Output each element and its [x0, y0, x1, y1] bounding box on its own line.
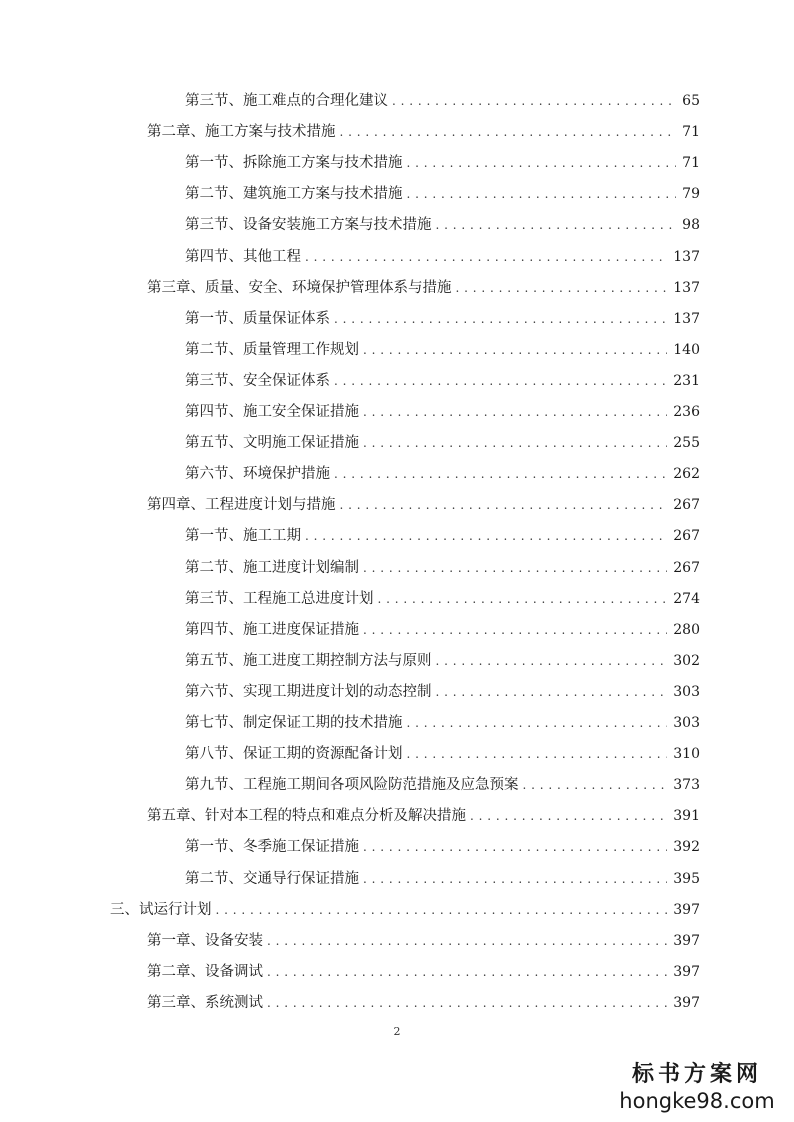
toc-entry[interactable]	[185, 368, 700, 394]
toc-entry-page: 391	[673, 808, 700, 825]
toc-dot-leader	[305, 523, 667, 549]
toc-entry-page: 137	[673, 310, 700, 327]
toc-entry-page: 310	[673, 746, 700, 763]
toc-entry[interactable]	[185, 834, 700, 860]
toc-entry-page: 267	[673, 528, 700, 545]
toc-entry-page: 280	[673, 621, 700, 638]
toc-dot-leader	[378, 586, 668, 612]
toc-entry-label: 第五章、针对本工程的特点和难点分析及解决措施	[147, 808, 466, 825]
site-watermark	[612, 1060, 782, 1114]
toc-entry-page: 397	[673, 963, 700, 980]
watermark-title: 标书方案网	[631, 1061, 762, 1087]
toc-dot-leader	[216, 897, 668, 923]
toc-entry-page: 397	[673, 901, 700, 918]
toc-entry-page: 137	[673, 279, 700, 296]
toc-entry-label: 第九节、工程施工期间各项风险防范措施及应急预案	[185, 777, 519, 794]
toc-entry[interactable]	[147, 119, 700, 145]
toc-dot-leader	[436, 648, 668, 674]
toc-entry[interactable]	[185, 150, 700, 176]
toc-dot-leader	[363, 834, 667, 860]
toc-dot-leader	[334, 368, 667, 394]
toc-entry-label: 第二节、建筑施工方案与技术措施	[185, 186, 403, 203]
toc-entry-label: 第三节、安全保证体系	[185, 372, 330, 389]
toc-entry-page: 267	[673, 497, 700, 514]
toc-dot-leader	[267, 959, 667, 985]
toc-entry-label: 第一节、拆除施工方案与技术措施	[185, 155, 403, 172]
toc-dot-leader	[363, 337, 667, 363]
toc-dot-leader	[340, 492, 668, 518]
toc-dot-leader	[334, 306, 667, 332]
toc-dot-leader	[340, 119, 677, 145]
toc-entry-label: 三、试运行计划	[110, 901, 212, 918]
watermark-url: hongke98.com	[619, 1089, 775, 1113]
toc-entry-label: 第一节、冬季施工保证措施	[185, 839, 359, 856]
toc-entry-label: 第六节、实现工期进度计划的动态控制	[185, 683, 432, 700]
toc-dot-leader	[436, 212, 677, 238]
toc-entry-page: 397	[673, 932, 700, 949]
toc-dot-leader	[363, 399, 667, 425]
toc-entry-page: 262	[673, 466, 700, 483]
toc-entry-page: 303	[673, 715, 700, 731]
toc-entry[interactable]	[185, 337, 700, 363]
toc-dot-leader	[470, 803, 667, 829]
toc-dot-leader	[363, 866, 667, 892]
toc-entry-page: 79	[682, 186, 700, 203]
toc-entry-label: 第三章、质量、安全、环境保护管理体系与措施	[147, 279, 452, 296]
toc-entry-label: 第二章、设备调试	[147, 963, 263, 980]
toc-entry-label: 第一章、设备安装	[147, 932, 263, 949]
toc-entry-label: 第三节、施工难点的合理化建议	[185, 93, 388, 109]
toc-entry[interactable]	[185, 88, 700, 114]
toc-entry-page: 137	[673, 248, 700, 265]
toc-dot-leader	[363, 555, 667, 581]
toc-entry[interactable]	[185, 212, 700, 238]
toc-dot-leader	[267, 928, 667, 954]
toc-entry[interactable]	[185, 617, 700, 643]
toc-entry-label: 第五节、施工进度工期控制方法与原则	[185, 652, 432, 669]
toc-entry[interactable]	[185, 741, 700, 767]
toc-entry-label: 第四章、工程进度计划与措施	[147, 497, 336, 514]
toc-entry[interactable]	[185, 399, 700, 425]
toc-entry[interactable]	[185, 679, 700, 705]
toc-entry-label: 第七节、制定保证工期的技术措施	[185, 715, 403, 731]
toc-dot-leader	[363, 430, 667, 456]
toc-dot-leader	[456, 275, 668, 301]
toc-dot-leader	[363, 617, 667, 643]
toc-dot-leader	[407, 710, 668, 736]
toc-entry[interactable]	[147, 803, 700, 829]
toc-entry[interactable]	[185, 586, 700, 612]
toc-entry-page: 373	[673, 777, 700, 794]
toc-dot-leader	[407, 741, 668, 767]
toc-entry-label: 第二节、质量管理工作规划	[185, 341, 359, 358]
toc-entry-page: 302	[673, 652, 700, 669]
toc-entry[interactable]	[147, 492, 700, 518]
toc-entry[interactable]	[185, 430, 700, 456]
toc-dot-leader	[267, 990, 667, 1016]
toc-entry[interactable]	[185, 244, 700, 270]
toc-entry-label: 第五节、文明施工保证措施	[185, 435, 359, 452]
toc-entry-label: 第一节、施工工期	[185, 528, 301, 545]
toc-entry-page: 274	[673, 590, 700, 607]
toc-entry[interactable]	[185, 181, 700, 207]
page-number: 2	[393, 1025, 401, 1038]
toc-dot-leader	[407, 150, 677, 176]
toc-entry-label: 第二章、施工方案与技术措施	[147, 124, 336, 141]
toc-entry-page: 140	[673, 341, 700, 358]
toc-entry-page: 267	[673, 559, 700, 576]
toc-entry-page: 255	[673, 435, 700, 452]
toc-entry[interactable]	[185, 306, 700, 332]
toc-entry[interactable]	[185, 710, 700, 736]
toc-dot-leader	[305, 244, 667, 270]
toc-entry-label: 第四节、其他工程	[185, 248, 301, 265]
toc-entry-label: 第三节、工程施工总进度计划	[185, 590, 374, 607]
toc-entry-page: 71	[682, 155, 700, 172]
toc-entry[interactable]	[147, 275, 700, 301]
toc-entry-label: 第四节、施工安全保证措施	[185, 404, 359, 420]
toc-entry-page: 71	[682, 124, 700, 141]
toc-dot-leader	[334, 461, 667, 487]
toc-entry[interactable]	[147, 990, 700, 1016]
toc-entry-label: 第四节、施工进度保证措施	[185, 621, 359, 638]
toc-entry[interactable]	[185, 772, 700, 798]
toc-entry[interactable]	[185, 555, 700, 581]
toc-entry-label: 第三章、系统测试	[147, 994, 263, 1011]
toc-dot-leader	[523, 772, 668, 798]
toc-dot-leader	[436, 679, 668, 705]
toc-entry-label: 第三节、设备安装施工方案与技术措施	[185, 217, 432, 234]
toc-entry-label: 第一节、质量保证体系	[185, 310, 330, 327]
toc-entry[interactable]	[147, 959, 700, 985]
toc-entry-label: 第六节、环境保护措施	[185, 466, 330, 483]
toc-entry-page: 392	[673, 839, 700, 856]
toc-entry-page: 303	[673, 683, 700, 700]
toc-entry[interactable]	[185, 648, 700, 674]
toc-entry[interactable]	[110, 897, 700, 923]
toc-entry-label: 第二节、施工进度计划编制	[185, 559, 359, 576]
toc-dot-leader	[392, 88, 676, 114]
toc-entry[interactable]	[147, 928, 700, 954]
toc-entry-page: 231	[673, 372, 700, 389]
toc-entry-page: 236	[673, 404, 700, 420]
toc-entry-label: 第八节、保证工期的资源配备计划	[185, 746, 403, 763]
toc-entry-label: 第二节、交通导行保证措施	[185, 870, 359, 887]
toc-entry-page: 395	[673, 870, 700, 887]
toc-entry-page: 65	[682, 93, 700, 109]
toc-entry[interactable]	[185, 461, 700, 487]
toc-dot-leader	[407, 181, 677, 207]
toc-entry-page: 397	[673, 994, 700, 1011]
toc-entry-page: 98	[682, 217, 700, 234]
toc-entry[interactable]	[185, 523, 700, 549]
toc-entry[interactable]	[185, 866, 700, 892]
